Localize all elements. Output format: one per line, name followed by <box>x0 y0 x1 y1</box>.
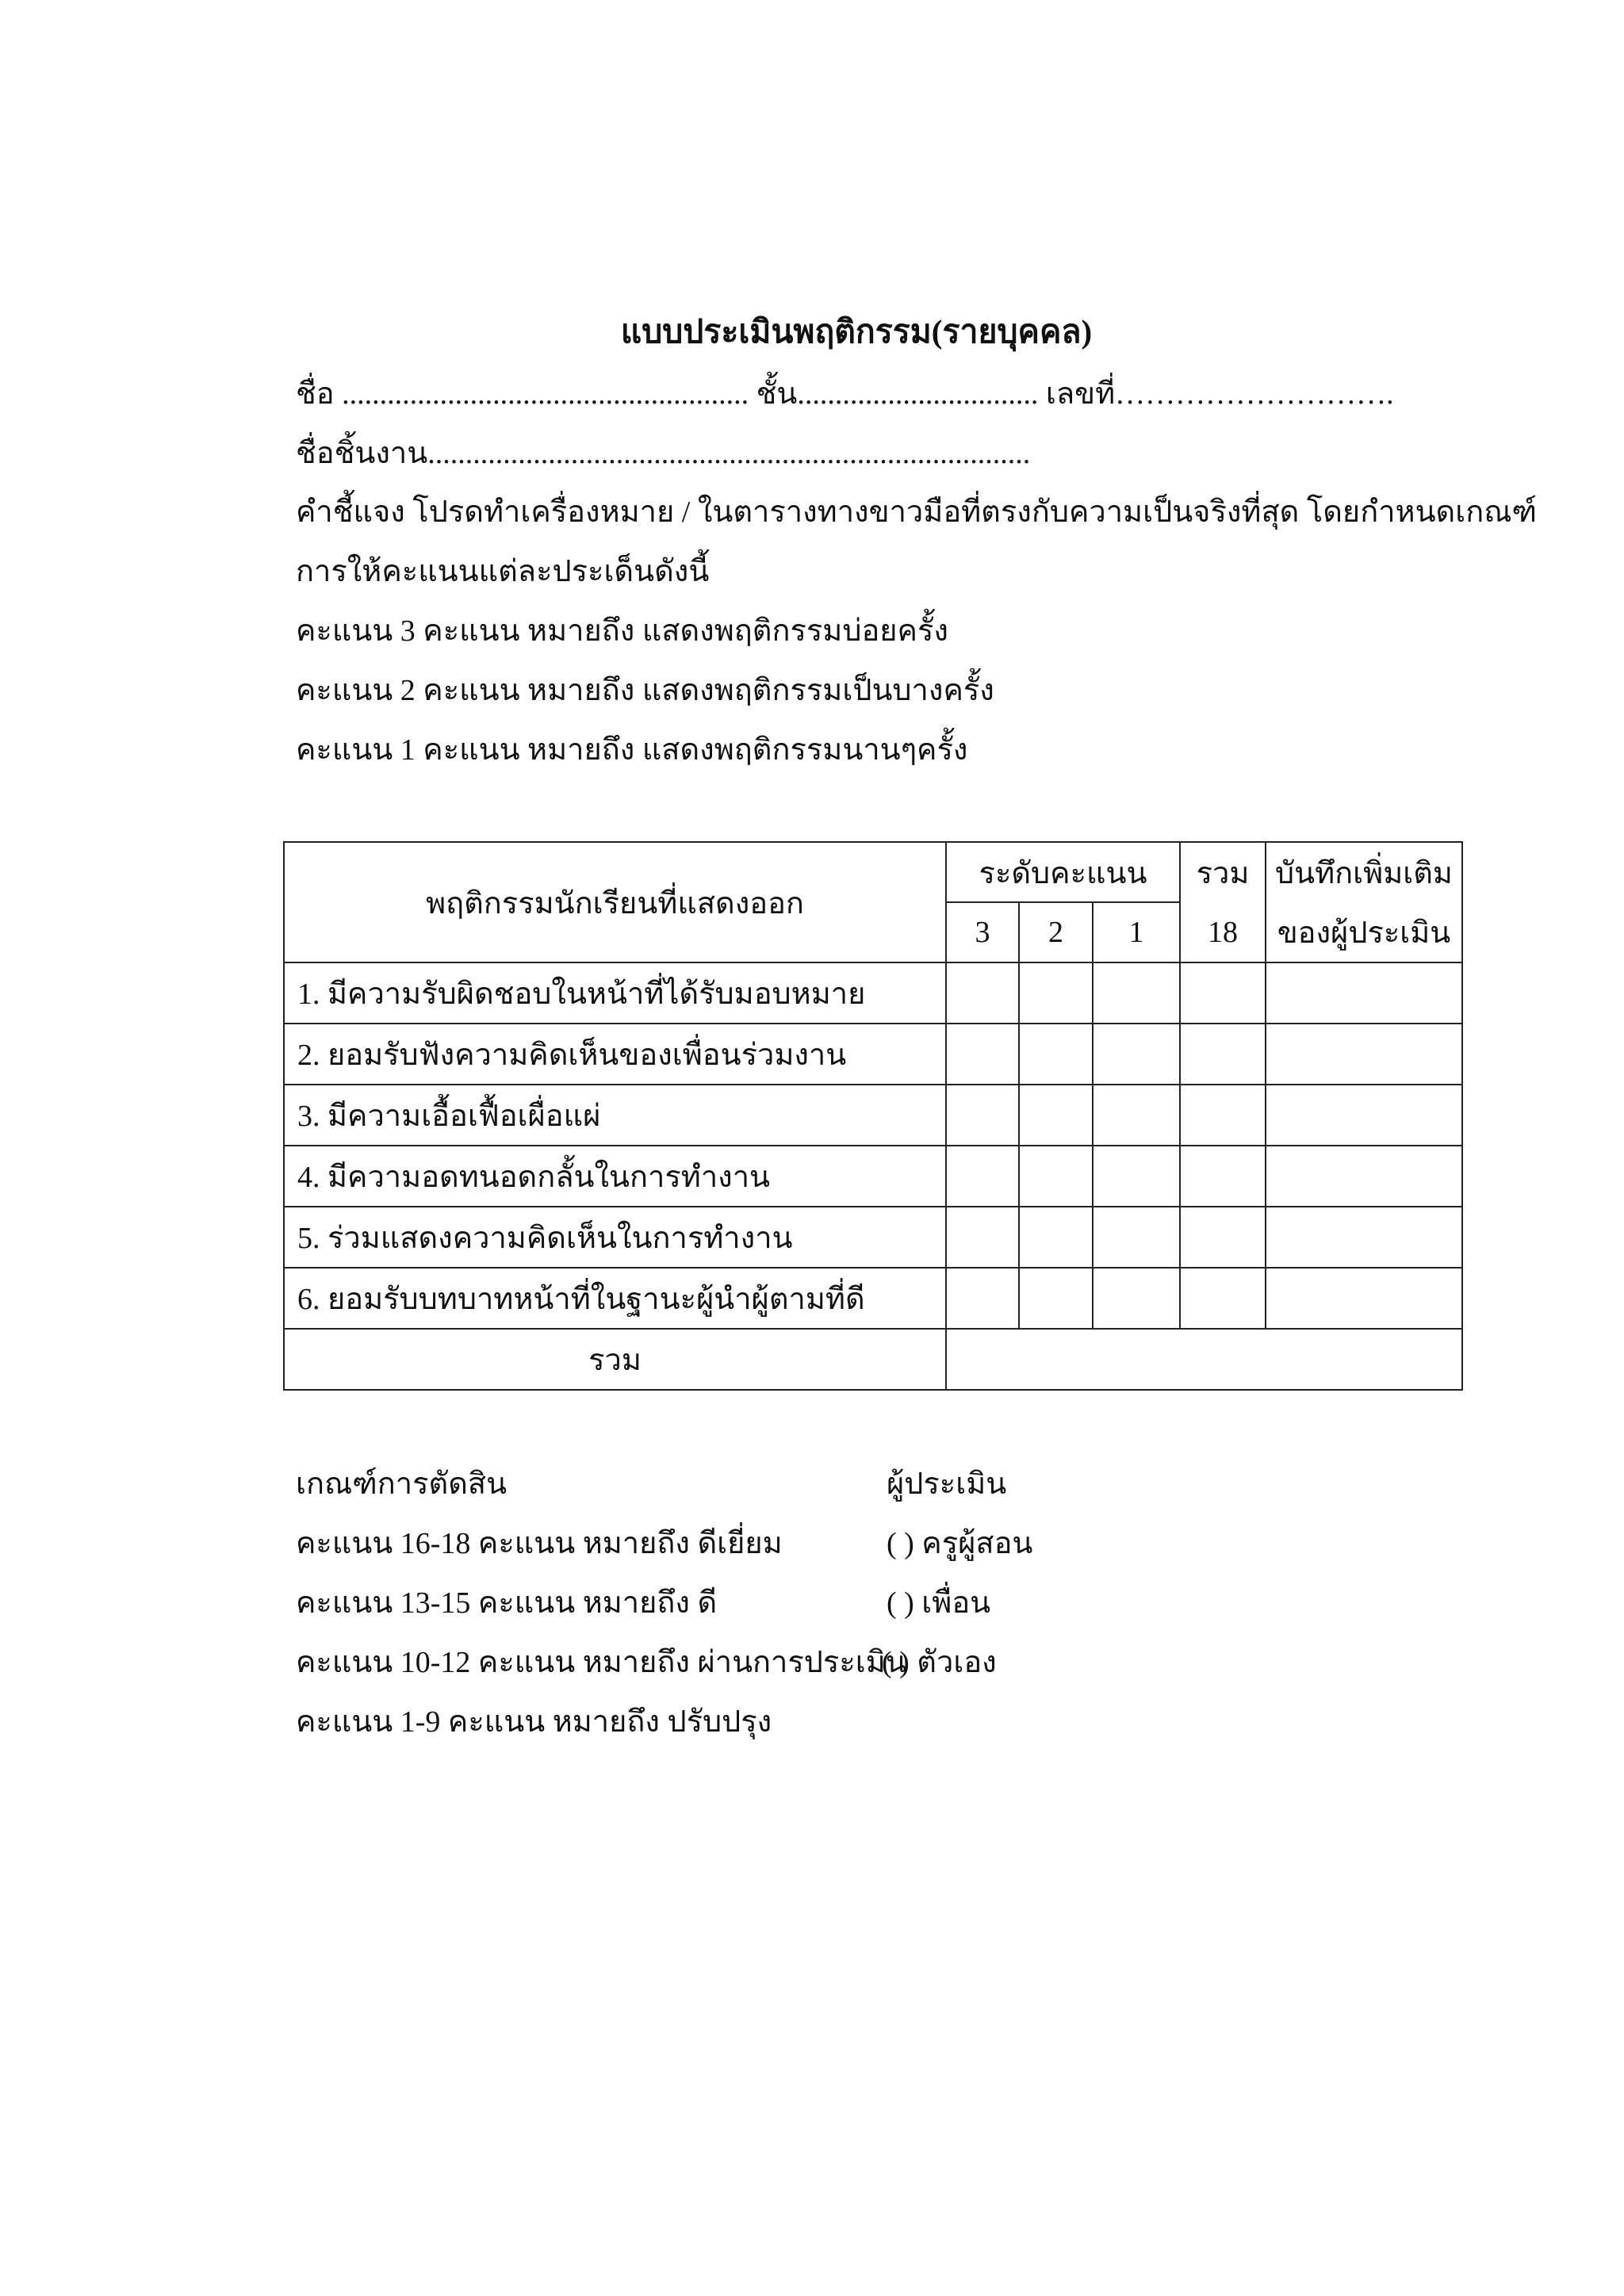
work-title-line: ชื่อชิ้นงาน................................................................................ <box>296 437 1031 470</box>
score-cell-3[interactable] <box>946 1024 1019 1085</box>
name-class-number-line: ชื่อ ...................................................... ชั้น................................ เลขที่………………………. <box>296 377 1394 411</box>
header-level-2: 2 <box>1019 902 1093 962</box>
table-row <box>284 1268 1462 1329</box>
table-row <box>284 1207 1462 1268</box>
behavior-label: 5. ร่วมแสดงความคิดเห็นในการทำงาน <box>284 1207 946 1268</box>
score-cell-3[interactable] <box>946 1268 1019 1329</box>
criteria-heading: เกณฑ์การตัดสิน <box>296 1468 508 1501</box>
score-cell-3[interactable] <box>946 1085 1019 1146</box>
header-total-max: 18 <box>1180 902 1266 962</box>
behavior-label: 2. ยอมรับฟังความคิดเห็นของเพื่อนร่วมงาน <box>284 1024 946 1085</box>
score-3-description: คะแนน 3 คะแนน หมายถึง แสดงพฤติกรรมบ่อยครั้ง <box>296 614 948 648</box>
total-row-value[interactable] <box>946 1329 1462 1390</box>
total-cell[interactable] <box>1180 1024 1266 1085</box>
score-cell-1[interactable] <box>1093 1207 1180 1268</box>
score-2-description: คะแนน 2 คะแนน หมายถึง แสดงพฤติกรรมเป็นบางครั้ง <box>296 674 994 707</box>
behavior-label: 1. มีความรับผิดชอบในหน้าที่ได้รับมอบหมาย <box>284 962 946 1024</box>
total-cell[interactable] <box>1180 1085 1266 1146</box>
header-behavior: พฤติกรรมนักเรียนที่แสดงออก <box>284 842 946 962</box>
evaluator-option-peer[interactable]: ( ) เพื่อน <box>887 1586 991 1620</box>
total-row-label: รวม <box>284 1329 946 1390</box>
score-cell-1[interactable] <box>1093 962 1180 1024</box>
score-cell-2[interactable] <box>1019 1146 1093 1207</box>
instruction-line-2: การให้คะแนนแต่ละประเด็นดังนี้ <box>296 555 710 588</box>
note-cell[interactable] <box>1266 1024 1462 1085</box>
score-cell-1[interactable] <box>1093 1024 1180 1085</box>
score-cell-2[interactable] <box>1019 1085 1093 1146</box>
score-cell-1[interactable] <box>1093 1268 1180 1329</box>
table-row <box>284 1024 1462 1085</box>
header-note-line-2: ของผู้ประเมิน <box>1266 902 1462 962</box>
form-title: แบบประเมินพฤติกรรม(รายบุคคล) <box>620 313 1093 350</box>
evaluator-option-self[interactable]: ( ) ตัวเอง <box>882 1646 997 1679</box>
table-row <box>284 962 1462 1024</box>
behavior-assessment-table <box>283 841 1463 1391</box>
table-row <box>284 1146 1462 1207</box>
total-cell[interactable] <box>1180 1146 1266 1207</box>
instruction-line-1: คำชี้แจง โปรดทำเครื่องหมาย / ในตารางทางขาวมือที่ตรงกับความเป็นจริงที่สุด โดยกำหนดเกณฑ์ <box>296 496 1538 529</box>
behavior-label: 3. มีความเอื้อเฟื้อเผื่อแผ่ <box>284 1085 946 1146</box>
evaluator-heading: ผู้ประเมิน <box>887 1468 1007 1501</box>
criteria-item: คะแนน 1-9 คะแนน หมายถึง ปรับปรุง <box>296 1705 772 1739</box>
total-row <box>284 1329 1462 1390</box>
score-cell-3[interactable] <box>946 1146 1019 1207</box>
table-row <box>284 1085 1462 1146</box>
score-cell-1[interactable] <box>1093 1146 1180 1207</box>
header-level-3: 3 <box>946 902 1019 962</box>
total-cell[interactable] <box>1180 1268 1266 1329</box>
criteria-item: คะแนน 10-12 คะแนน หมายถึง ผ่านการประเมิน <box>296 1646 906 1679</box>
score-cell-2[interactable] <box>1019 1207 1093 1268</box>
note-cell[interactable] <box>1266 962 1462 1024</box>
note-cell[interactable] <box>1266 1146 1462 1207</box>
score-cell-2[interactable] <box>1019 962 1093 1024</box>
behavior-label: 4. มีความอดทนอดกลั้นในการทำงาน <box>284 1146 946 1207</box>
note-cell[interactable] <box>1266 1207 1462 1268</box>
evaluator-option-teacher[interactable]: ( ) ครูผู้สอน <box>887 1527 1033 1560</box>
header-score-level: ระดับคะแนน <box>946 842 1180 902</box>
header-level-1: 1 <box>1093 902 1180 962</box>
score-1-description: คะแนน 1 คะแนน หมายถึง แสดงพฤติกรรมนานๆครั้ง <box>296 733 968 767</box>
header-total: รวม <box>1180 842 1266 902</box>
criteria-item: คะแนน 16-18 คะแนน หมายถึง ดีเยี่ยม <box>296 1527 783 1560</box>
score-cell-2[interactable] <box>1019 1268 1093 1329</box>
score-cell-3[interactable] <box>946 1207 1019 1268</box>
note-cell[interactable] <box>1266 1268 1462 1329</box>
total-cell[interactable] <box>1180 962 1266 1024</box>
score-cell-1[interactable] <box>1093 1085 1180 1146</box>
score-cell-2[interactable] <box>1019 1024 1093 1085</box>
header-note-line-1: บันทึกเพิ่มเติม <box>1266 842 1462 902</box>
note-cell[interactable] <box>1266 1085 1462 1146</box>
score-cell-3[interactable] <box>946 962 1019 1024</box>
total-cell[interactable] <box>1180 1207 1266 1268</box>
criteria-item: คะแนน 13-15 คะแนน หมายถึง ดี <box>296 1586 718 1620</box>
behavior-label: 6. ยอมรับบทบาทหน้าที่ในฐานะผู้นำผู้ตามที่ดี <box>284 1268 946 1329</box>
